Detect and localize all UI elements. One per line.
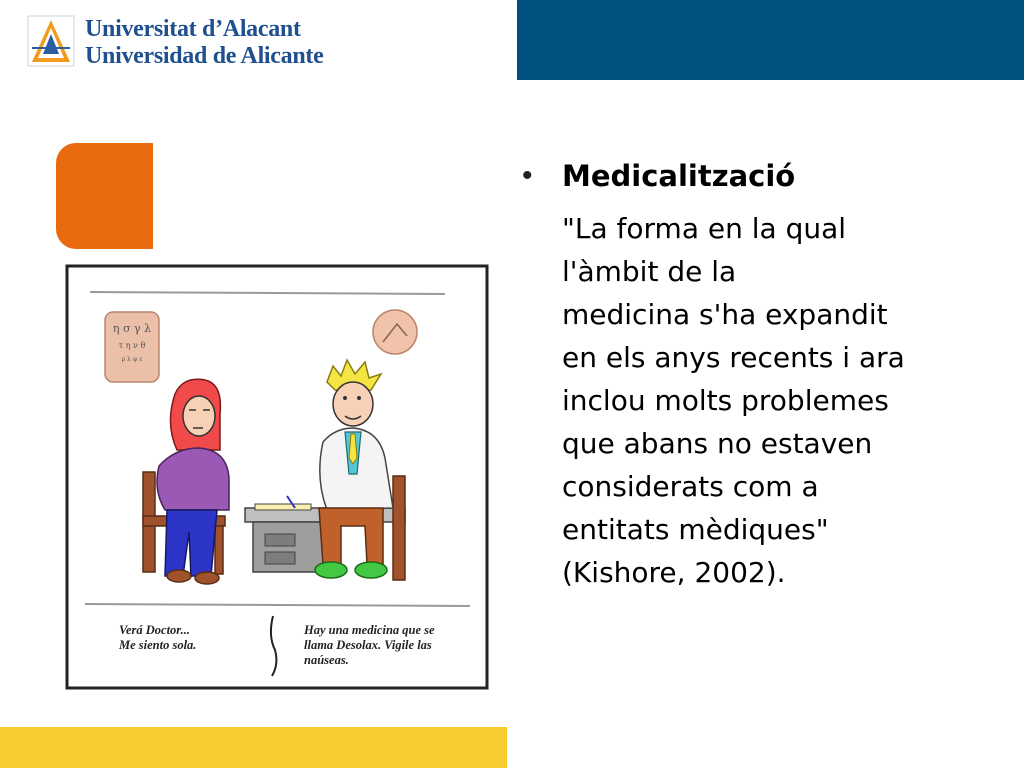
logo-text-catalan: Universitat d’Alacant [85, 16, 301, 42]
cartoon-caption-doctor: Hay una medicina que se llama Desolax. Vigile las naúseas. [304, 623, 435, 667]
slide-content [520, 155, 960, 589]
university-logo [26, 14, 324, 74]
bullet-title: Medicalització [562, 159, 796, 193]
logo-text-spanish: Universidad de Alicante [85, 43, 324, 69]
header-band [517, 0, 1024, 80]
bullet-item [520, 155, 960, 197]
bullet-dot-icon: • [522, 159, 533, 192]
cartoon-caption-patient: Verá Doctor... Me siento sola. [119, 623, 197, 652]
orange-accent-block [56, 143, 153, 249]
eye-chart [105, 312, 159, 382]
eye-chart-row-2: τ η ν θ [118, 341, 146, 350]
definition-quote: "La forma en la qual l'àmbit de la medicina s'ha expandit en els anys recents i ara inclou molts problemes que abans no estaven considerats com a entitats mèdiques" (Kishore, 2002). [562, 212, 905, 589]
footer-band [0, 727, 507, 768]
university-emblem-icon [26, 14, 76, 68]
eye-chart-row-1: η σ γ λ [112, 322, 152, 335]
eye-chart-row-3: ρ λ ψ ε [121, 356, 143, 363]
wall-plaque [373, 310, 417, 354]
